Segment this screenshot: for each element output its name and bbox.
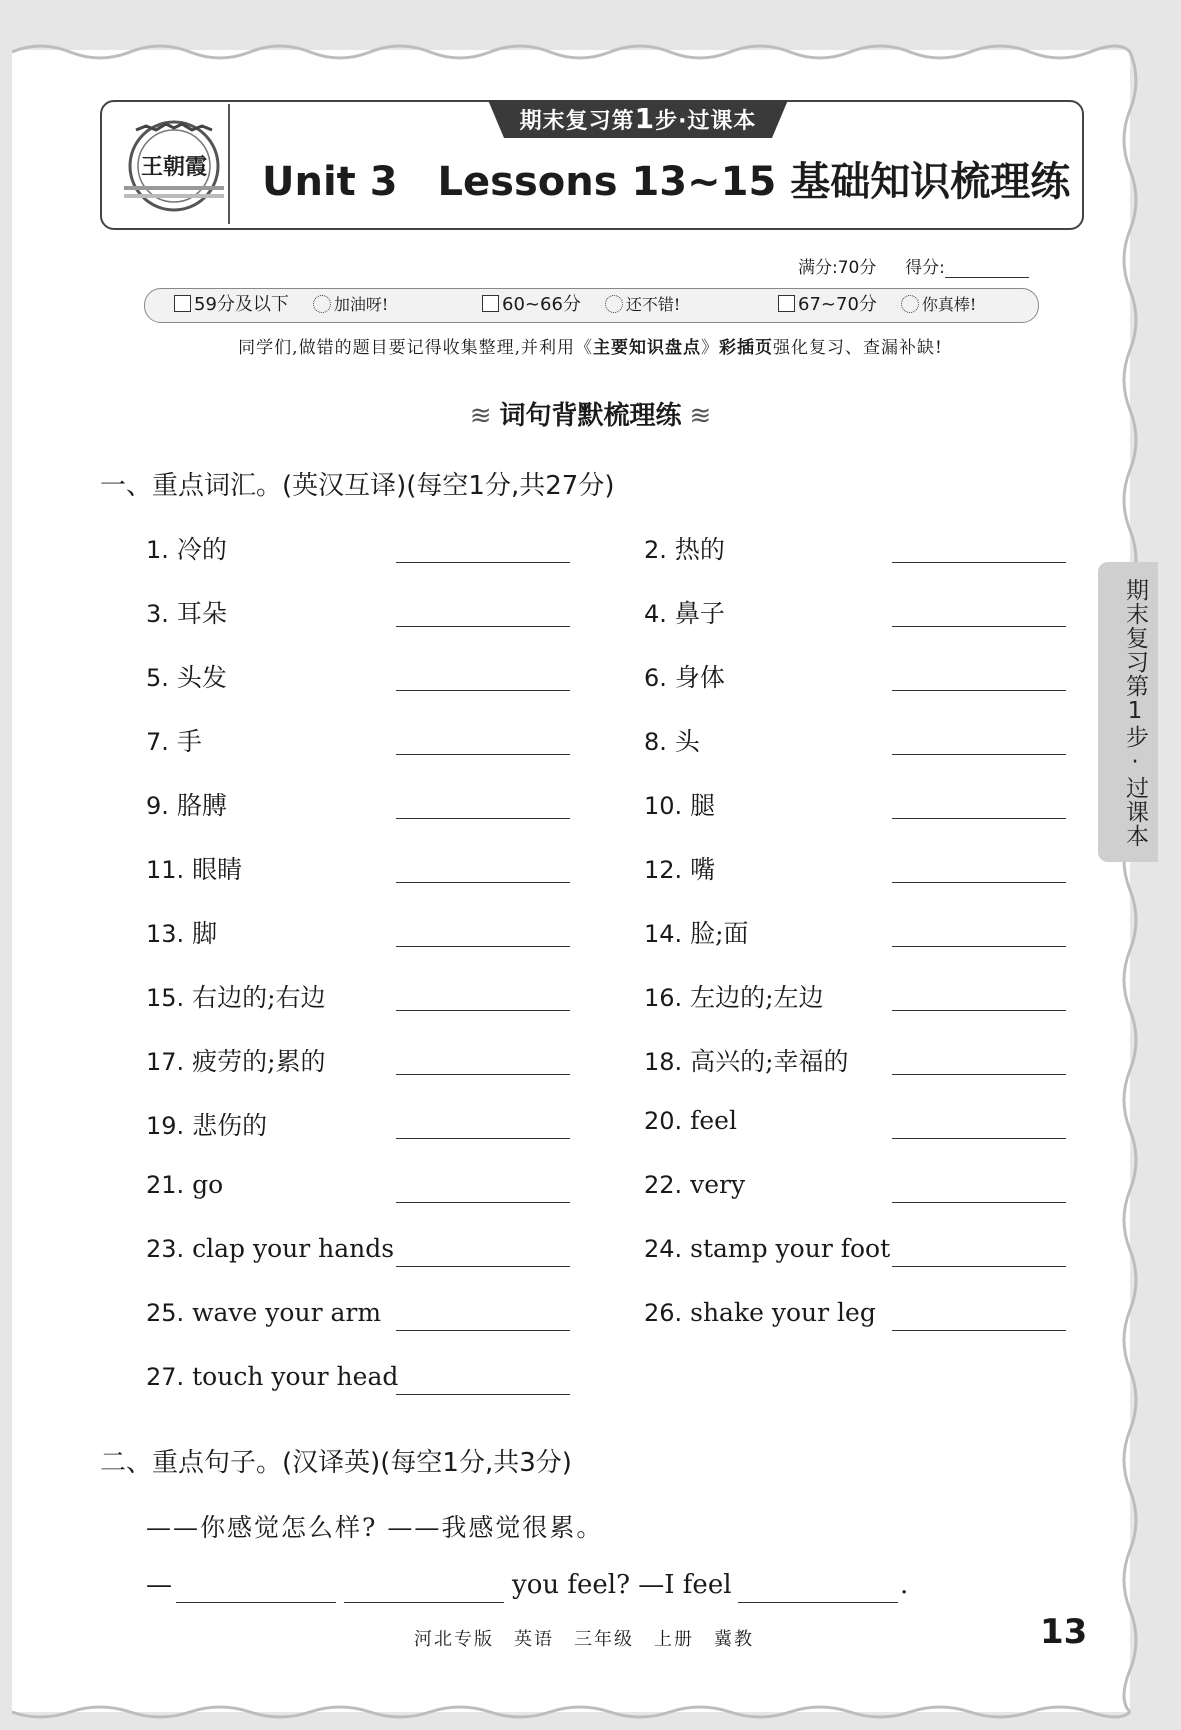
unit-title: Unit 3 Lessons 13~15 基础知识梳理练 — [262, 159, 1071, 205]
rating-item-3 — [778, 290, 976, 320]
badge-pre: 期末复习第 — [519, 109, 635, 134]
vocab-item — [644, 914, 749, 950]
face-icon — [901, 295, 919, 313]
footer-grade: 三年级 — [574, 1629, 634, 1650]
answer-blank[interactable] — [892, 946, 1066, 947]
vocab-number: 3. — [146, 600, 169, 628]
vocab-text: 头 — [674, 727, 700, 756]
vocab-number: 2. — [644, 536, 667, 564]
answer-blank[interactable] — [892, 882, 1066, 883]
answer-blank[interactable] — [892, 1074, 1066, 1075]
answer-blank[interactable] — [396, 818, 570, 819]
rating-range: 60~66分 — [502, 294, 581, 315]
notice-text — [0, 333, 1181, 358]
wave-icon: ≋ — [689, 401, 712, 431]
vocab-item — [644, 1042, 849, 1078]
answer-blank[interactable] — [892, 1266, 1066, 1267]
answer-blank[interactable] — [396, 1330, 570, 1331]
vocab-item — [146, 1042, 326, 1078]
answer-blank[interactable] — [396, 1138, 570, 1139]
vocab-number: 1. — [146, 536, 169, 564]
logo-separator — [228, 104, 230, 224]
vocab-number: 27. — [146, 1363, 185, 1391]
notice-bold-2: 彩插页 — [718, 338, 773, 358]
sentence-mid: you feel? —I feel — [512, 1570, 732, 1600]
wave-icon: ≋ — [469, 401, 492, 431]
vocab-text: 脚 — [192, 919, 218, 948]
got-score-label: 得分: — [905, 258, 945, 278]
notice-mid: 》 — [700, 338, 719, 358]
vocab-item — [146, 978, 326, 1014]
answer-blank[interactable] — [892, 626, 1066, 627]
vocab-number: 4. — [644, 600, 667, 628]
vocab-number: 23. — [146, 1235, 185, 1263]
vocab-number: 14. — [644, 920, 683, 948]
vocab-number: 12. — [644, 856, 683, 884]
answer-blank[interactable] — [176, 1602, 336, 1603]
vocab-number: 20. — [644, 1107, 683, 1135]
vocab-item — [146, 1170, 223, 1199]
vocab-text: 头发 — [176, 663, 227, 692]
vocab-item — [644, 594, 725, 630]
vocab-text: 胳膊 — [176, 791, 227, 820]
footer-edition: 河北专版 — [414, 1629, 494, 1650]
vocab-number: 15. — [146, 984, 185, 1012]
vocab-item — [644, 978, 824, 1014]
vocab-number: 26. — [644, 1299, 683, 1327]
answer-blank[interactable] — [396, 690, 570, 691]
checkbox[interactable] — [778, 295, 795, 312]
vocab-text: 脸;面 — [690, 919, 749, 948]
answer-blank[interactable] — [892, 1330, 1066, 1331]
vocab-text: 悲伤的 — [192, 1111, 268, 1140]
rating-item-1 — [174, 290, 388, 320]
notice-post: 强化复习、查漏补缺! — [772, 338, 943, 358]
face-icon — [313, 295, 331, 313]
vocab-text: 手 — [176, 727, 202, 756]
badge-num: 1 — [634, 102, 656, 135]
vocab-item — [146, 786, 227, 822]
vocab-number: 8. — [644, 728, 667, 756]
vocab-text: stamp your foot — [690, 1234, 891, 1263]
page-number: 13 — [1040, 1612, 1088, 1652]
vocab-item — [644, 850, 715, 886]
vocab-text: 热的 — [674, 535, 725, 564]
vocab-item — [146, 1234, 394, 1263]
logo-wordmark: 王朝霞 — [140, 154, 208, 180]
vocab-text: very — [690, 1170, 746, 1199]
vocab-text: 左边的;左边 — [690, 983, 824, 1012]
vocab-number: 18. — [644, 1048, 683, 1076]
brand-logo — [118, 108, 230, 220]
vocab-text: 嘴 — [690, 855, 716, 884]
vocab-number: 16. — [644, 984, 683, 1012]
vocab-item — [146, 1106, 267, 1142]
answer-blank[interactable] — [396, 1074, 570, 1075]
notice-pre: 同学们,做错的题目要记得收集整理,并利用《 — [238, 338, 593, 358]
vocab-number: 5. — [146, 664, 169, 692]
vocab-item — [644, 1106, 737, 1135]
section-title — [0, 395, 1181, 432]
vocab-number: 10. — [644, 792, 683, 820]
vocab-item — [146, 530, 227, 566]
rating-item-2 — [482, 290, 680, 320]
vocab-text: 冷的 — [176, 535, 227, 564]
vocab-text: 耳朵 — [176, 599, 227, 628]
step-badge — [488, 100, 788, 138]
vocab-item — [146, 594, 227, 630]
vocab-number: 13. — [146, 920, 185, 948]
rating-encourage: 还不错! — [625, 295, 681, 314]
full-score-label: 满分:70分 — [798, 258, 877, 278]
sentence-english — [146, 1570, 172, 1600]
rating-range: 59分及以下 — [194, 294, 289, 315]
vocab-text: go — [192, 1170, 224, 1199]
answer-blank[interactable] — [892, 1138, 1066, 1139]
answer-blank[interactable] — [396, 882, 570, 883]
vocab-number: 22. — [644, 1171, 683, 1199]
vocab-text: 高兴的;幸福的 — [690, 1047, 849, 1076]
answer-blank[interactable] — [892, 1010, 1066, 1011]
vocab-number: 17. — [146, 1048, 185, 1076]
vocab-number: 21. — [146, 1171, 185, 1199]
notice-bold-1: 主要知识盘点 — [592, 338, 701, 358]
score-line — [798, 253, 1029, 278]
answer-blank[interactable] — [396, 754, 570, 755]
vocab-text: 腿 — [690, 791, 716, 820]
vocab-item — [644, 1170, 745, 1199]
footer-volume: 上册 — [654, 1629, 694, 1650]
answer-blank[interactable] — [344, 1602, 504, 1603]
rating-encourage: 你真棒! — [921, 295, 977, 314]
answer-blank[interactable] — [738, 1602, 898, 1603]
answer-blank[interactable] — [396, 1202, 570, 1203]
vocab-text: 疲劳的;累的 — [192, 1047, 326, 1076]
sentence-chinese: ——你感觉怎么样? ——我感觉很累。 — [146, 1513, 604, 1542]
answer-blank[interactable] — [892, 562, 1066, 563]
face-icon — [605, 295, 623, 313]
answer-blank[interactable] — [396, 1266, 570, 1267]
vocab-item — [146, 914, 217, 950]
footer-subject: 英语 — [514, 1629, 554, 1650]
answer-blank[interactable] — [396, 946, 570, 947]
sentence-lead: — — [146, 1570, 172, 1600]
vocab-item — [146, 658, 227, 694]
part2-title: 二、重点句子。(汉译英)(每空1分,共3分) — [100, 1448, 572, 1478]
vocab-item — [644, 786, 715, 822]
vocab-text: 眼睛 — [192, 855, 243, 884]
vocab-item — [644, 722, 700, 758]
vocab-item — [146, 850, 242, 886]
score-blank[interactable] — [945, 259, 1029, 278]
answer-blank[interactable] — [892, 754, 1066, 755]
rating-encourage: 加油呀! — [333, 295, 389, 314]
footer — [414, 1625, 774, 1651]
vocab-item — [644, 530, 725, 566]
part1-title: 一、重点词汇。(英汉互译)(每空1分,共27分) — [100, 471, 615, 501]
sentence-end: . — [900, 1570, 909, 1600]
vocab-item — [146, 1362, 398, 1391]
vocab-item — [644, 658, 725, 694]
answer-blank[interactable] — [396, 1394, 570, 1395]
answer-blank[interactable] — [396, 626, 570, 627]
answer-blank[interactable] — [396, 562, 570, 563]
vocab-number: 11. — [146, 856, 185, 884]
vocab-text: shake your leg — [690, 1298, 876, 1327]
answer-blank[interactable] — [892, 818, 1066, 819]
checkbox[interactable] — [482, 295, 499, 312]
vocab-number: 25. — [146, 1299, 185, 1327]
rating-range: 67~70分 — [798, 294, 877, 315]
vocab-number: 7. — [146, 728, 169, 756]
vocab-number: 19. — [146, 1112, 185, 1140]
vocab-number: 24. — [644, 1235, 683, 1263]
vocab-item — [146, 722, 202, 758]
vocab-number: 9. — [146, 792, 169, 820]
vocab-number: 6. — [644, 664, 667, 692]
vocab-text: wave your arm — [192, 1298, 382, 1327]
side-tab-label: 期末复习第1步·过课本 — [1122, 578, 1148, 848]
vocab-text: 鼻子 — [674, 599, 725, 628]
vocab-item — [146, 1298, 381, 1327]
vocab-text: 右边的;右边 — [192, 983, 326, 1012]
vocab-item — [644, 1298, 876, 1327]
footer-publisher: 冀教 — [714, 1629, 754, 1650]
answer-blank[interactable] — [396, 1010, 570, 1011]
vocab-item — [644, 1234, 890, 1263]
answer-blank[interactable] — [892, 1202, 1066, 1203]
vocab-text: feel — [690, 1106, 737, 1135]
vocab-text: touch your head — [192, 1362, 399, 1391]
checkbox[interactable] — [174, 295, 191, 312]
vocab-text: 身体 — [674, 663, 725, 692]
section-title-text: 词句背默梳理练 — [499, 401, 682, 431]
vocab-text: clap your hands — [192, 1234, 395, 1263]
answer-blank[interactable] — [892, 690, 1066, 691]
badge-post: 步·过课本 — [655, 109, 757, 134]
